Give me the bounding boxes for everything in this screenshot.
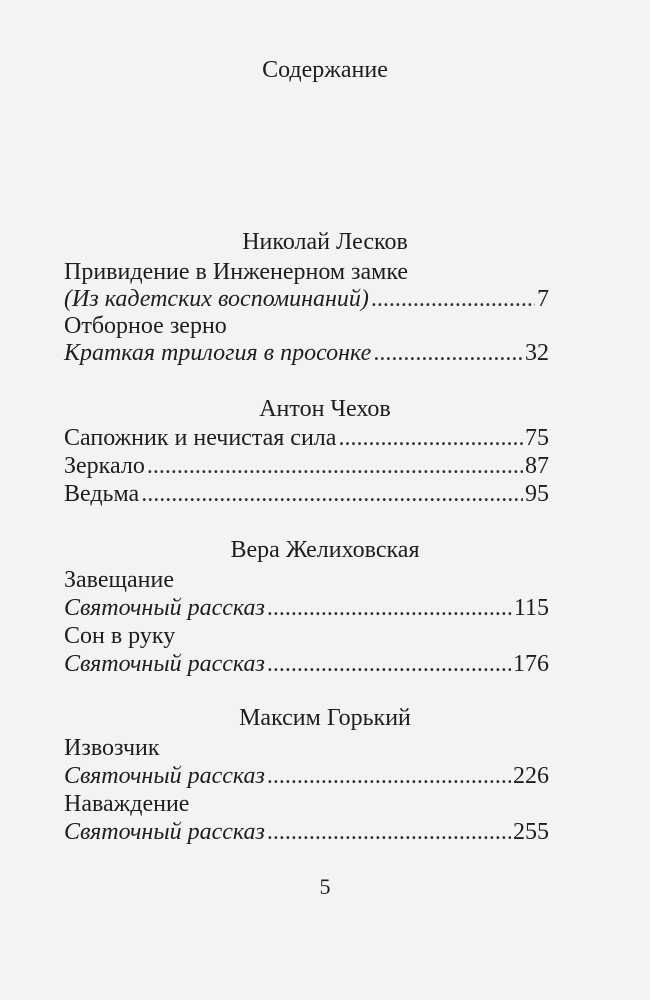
page-number: 5 [319, 874, 331, 899]
dot-leader [267, 650, 511, 678]
dot-leader [338, 424, 523, 452]
entry-page-number: 176 [513, 651, 549, 677]
entry-page-number: 32 [525, 340, 549, 366]
author-heading-gorky: Максим Горький [239, 705, 411, 731]
entry-page-number: 226 [513, 763, 549, 789]
toc-entry-line [64, 818, 549, 846]
toc-entry-line [64, 339, 549, 367]
entry-title: Зеркало [64, 453, 145, 479]
dot-leader [141, 480, 523, 508]
author-heading-chekhov: Антон Чехов [259, 396, 391, 422]
entry-page-number: 115 [513, 595, 549, 621]
toc-entry-line [64, 452, 549, 480]
entry-title: Извозчик [64, 735, 160, 761]
entry-title: Привидение в Инженерном замке [64, 259, 409, 285]
toc-entry-line [64, 762, 549, 790]
dot-leader [267, 594, 512, 622]
dot-leader [373, 339, 523, 367]
entry-subtitle: Краткая трилогия в просонке [64, 340, 372, 366]
toc-entry-line [64, 650, 549, 678]
entry-subtitle: (Из кадетских воспоминаний) [64, 286, 369, 312]
toc-entry-line [64, 424, 549, 452]
entry-subtitle: Святочный рассказ [64, 819, 265, 845]
entry-page-number: 255 [513, 819, 549, 845]
dot-leader [267, 762, 511, 790]
entry-title: Ведьма [64, 481, 140, 507]
entry-title: Отборное зерно [64, 313, 227, 339]
entry-page-number: 95 [525, 481, 549, 507]
dot-leader [371, 285, 535, 313]
entry-subtitle: Святочный рассказ [64, 651, 265, 677]
entry-subtitle: Святочный рассказ [64, 763, 265, 789]
author-heading-leskov: Николай Лесков [242, 229, 408, 255]
entry-title: Сапожник и нечистая сила [64, 425, 337, 451]
entry-title: Наваждение [64, 791, 190, 817]
entry-page-number: 7 [537, 286, 549, 312]
entry-subtitle: Святочный рассказ [64, 595, 265, 621]
toc-entry-line [64, 480, 549, 508]
entry-title: Завещание [64, 567, 174, 593]
dot-leader [147, 452, 523, 480]
toc-entry-line [64, 285, 549, 313]
entry-page-number: 87 [525, 453, 549, 479]
entry-title: Сон в руку [64, 623, 176, 649]
entry-page-number: 75 [525, 425, 549, 451]
toc-entry-line [64, 594, 549, 622]
author-heading-zhelikhovskaya: Вера Желиховская [230, 537, 420, 563]
dot-leader [267, 818, 511, 846]
contents-title: Содержание [262, 57, 388, 83]
